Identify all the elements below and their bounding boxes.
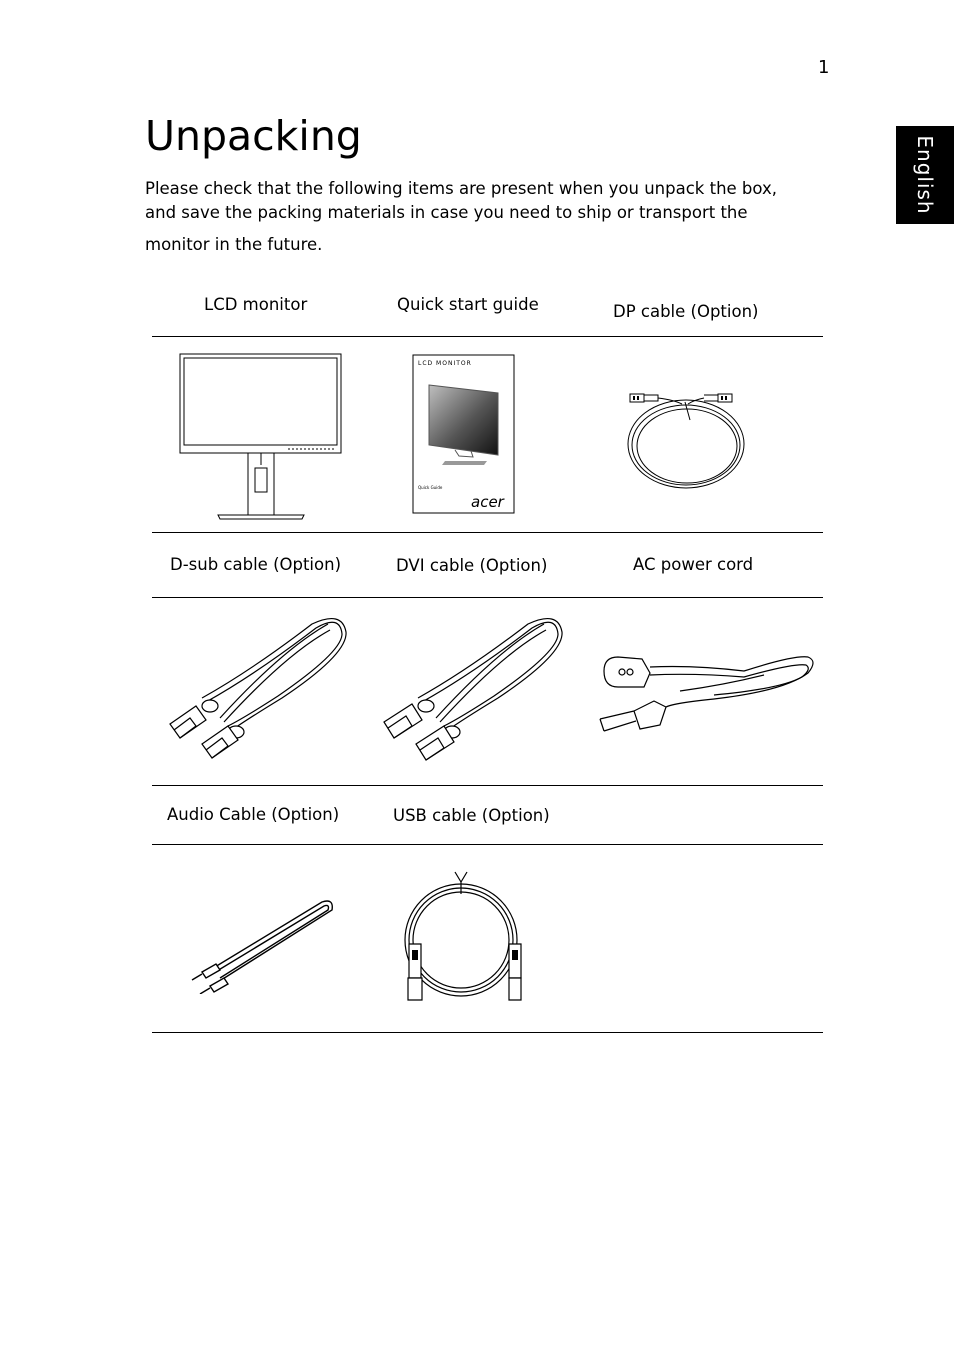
guide-cover-header: LCD MONITOR bbox=[418, 360, 472, 367]
page-title: Unpacking bbox=[145, 112, 362, 160]
item-label-lcd-monitor: LCD monitor bbox=[204, 295, 308, 314]
quick-start-guide-icon bbox=[411, 353, 517, 517]
item-label-quick-start-guide: Quick start guide bbox=[397, 295, 539, 314]
dvi-cable-icon bbox=[378, 610, 568, 768]
language-tab bbox=[896, 126, 954, 224]
intro-line-3: monitor in the future. bbox=[145, 235, 323, 254]
item-label-dsub-cable: D-sub cable (Option) bbox=[170, 555, 342, 574]
audio-cable-icon bbox=[188, 894, 338, 994]
item-label-dp-cable: DP cable (Option) bbox=[613, 302, 759, 321]
table-divider bbox=[152, 336, 823, 337]
usb-cable-icon bbox=[393, 868, 529, 1004]
lcd-monitor-icon bbox=[178, 352, 344, 522]
item-label-usb-cable: USB cable (Option) bbox=[393, 806, 550, 825]
intro-line-2: and save the packing materials in case you need to ship or transport the bbox=[145, 203, 748, 222]
table-divider bbox=[152, 844, 823, 845]
ac-power-cord-icon bbox=[594, 645, 820, 739]
table-divider bbox=[152, 1032, 823, 1033]
table-divider bbox=[152, 785, 823, 786]
acer-logo: acer bbox=[471, 493, 504, 511]
table-divider bbox=[152, 597, 823, 598]
intro-line-1: Please check that the following items are present when you unpack the box, bbox=[145, 179, 777, 198]
language-tab-label: English bbox=[913, 135, 937, 215]
dsub-cable-icon bbox=[162, 610, 352, 768]
dp-cable-icon bbox=[624, 382, 748, 492]
table-divider bbox=[152, 532, 823, 533]
item-label-ac-power-cord: AC power cord bbox=[633, 555, 754, 574]
item-label-audio-cable: Audio Cable (Option) bbox=[167, 805, 340, 824]
item-label-dvi-cable: DVI cable (Option) bbox=[396, 556, 548, 575]
intro-paragraph bbox=[145, 177, 815, 257]
guide-cover-footer: Quick Guide bbox=[418, 485, 443, 490]
page-number: 1 bbox=[818, 57, 830, 78]
